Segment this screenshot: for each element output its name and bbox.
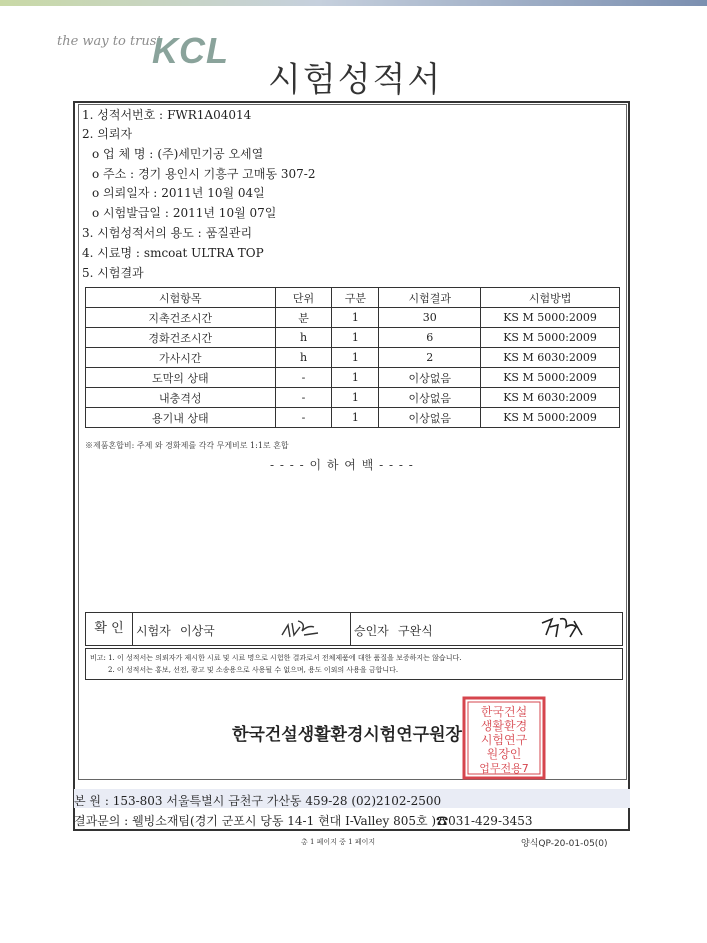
seal-text-5: 업무전용7 — [479, 762, 529, 775]
cell-division: 1 — [332, 328, 379, 348]
col-header-division: 구분 — [332, 288, 379, 308]
issue-date: 2011년 10월 07일 — [172, 206, 277, 220]
cell-result: 6 — [379, 328, 481, 348]
cell-result: 30 — [379, 308, 481, 328]
table-row — [86, 308, 620, 328]
request-date-line — [92, 184, 265, 201]
purpose-line — [82, 224, 252, 241]
cell-method: KS M 6030:2009 — [481, 348, 620, 368]
cell-test-item: 가사시간 — [86, 348, 276, 368]
seal-text-3: 시험연구 — [480, 733, 528, 747]
table-row — [86, 368, 620, 388]
tester-name: 이상국 — [180, 624, 215, 638]
cell-result: 2 — [379, 348, 481, 368]
organization-name: 한국건설생활환경시험연구원장 — [232, 725, 462, 745]
cell-unit: - — [275, 368, 332, 388]
company-line — [92, 145, 263, 162]
table-row — [86, 408, 620, 428]
purpose-label: 3. 시험성적서의 용도 : — [82, 226, 202, 240]
mix-ratio-note: ※제품혼합비: 주제 와 경화제를 각각 무게비로 1:1로 혼합 — [85, 441, 289, 450]
table-row — [86, 348, 620, 368]
issue-date-line — [92, 204, 276, 221]
cell-test-item: 도막의 상태 — [86, 368, 276, 388]
cell-unit: h — [275, 328, 332, 348]
address-value: 경기 용인시 기흥구 고매동 307-2 — [138, 167, 316, 181]
cell-division: 1 — [332, 308, 379, 328]
request-date: 2011년 10월 04일 — [161, 186, 265, 200]
cell-unit: - — [275, 408, 332, 428]
inquiry-line — [74, 812, 533, 829]
seal-text-1: 한국건설 — [480, 705, 528, 719]
tester-label: 시험자 — [136, 624, 171, 638]
report-number-line — [82, 106, 251, 123]
cell-division: 1 — [332, 388, 379, 408]
client-heading: 2. 의뢰자 — [82, 127, 133, 141]
results-heading: 5. 시험결과 — [82, 266, 144, 280]
seal-text-4: 원장인 — [486, 747, 522, 761]
approver-name: 구완식 — [398, 624, 433, 638]
request-date-label: o 의뢰일자 : — [92, 186, 158, 200]
kcl-logo: KCL — [152, 30, 229, 71]
report-number-label: 1. 성적서번호 : — [82, 108, 164, 122]
cell-method: KS M 5000:2009 — [481, 328, 620, 348]
main-office-label: 본 원 : — [74, 794, 109, 808]
cell-unit: h — [275, 348, 332, 368]
col-header-test-item: 시험항목 — [86, 288, 276, 308]
tagline: the way to trust — [57, 34, 162, 49]
document-title: 시험성적서 — [268, 60, 443, 100]
col-header-method: 시험방법 — [481, 288, 620, 308]
table-row — [86, 388, 620, 408]
confirm-label: 확 인 — [86, 613, 133, 645]
remark-line-1: 비고: 1. 이 성적서는 의뢰자가 제시한 시료 및 시료 명으로 시험한 결과로서 전체제품에 대한 품질을 보증하지는 않습니다. — [90, 654, 462, 662]
sample-name: smcoat ULTRA TOP — [143, 246, 264, 260]
company-name: (주)세민기공 오세열 — [157, 147, 264, 161]
remark-line-2: 2. 이 성적서는 홍보, 선전, 광고 및 소송용으로 사용될 수 없으며, 용도 이외의 사용을 금합니다. — [108, 666, 399, 674]
inquiry-address: 웰빙소재팀(경기 군포시 당동 14-1 현대 I-Valley 805호 ) — [132, 814, 437, 828]
results-table — [85, 287, 620, 428]
cell-result: 이상없음 — [379, 388, 481, 408]
cell-test-item: 내충격성 — [86, 388, 276, 408]
cell-unit: 분 — [275, 308, 332, 328]
address-label: o 주소 : — [92, 167, 135, 181]
approver-cell — [350, 613, 622, 645]
sample-label: 4. 시료명 : — [82, 246, 140, 260]
tester-signature-icon — [280, 617, 322, 641]
cell-method: KS M 5000:2009 — [481, 308, 620, 328]
signature-table — [85, 612, 623, 646]
cell-division: 1 — [332, 368, 379, 388]
tester-cell — [132, 613, 351, 645]
blank-below-mark: - - - - 이 하 여 백 - - - - — [270, 458, 414, 472]
cell-result: 이상없음 — [379, 408, 481, 428]
cell-method: KS M 5000:2009 — [481, 368, 620, 388]
cell-result: 이상없음 — [379, 368, 481, 388]
cell-test-item: 경화건조시간 — [86, 328, 276, 348]
cell-unit: - — [275, 388, 332, 408]
cell-division: 1 — [332, 348, 379, 368]
cell-test-item: 지촉건조시간 — [86, 308, 276, 328]
seal-text-2: 생활환경 — [480, 719, 528, 733]
cell-test-item: 용기내 상태 — [86, 408, 276, 428]
approver-label: 승인자 — [354, 624, 389, 638]
inquiry-phone: ☎031-429-3453 — [436, 814, 533, 828]
purpose-value: 품질관리 — [205, 226, 253, 240]
cell-division: 1 — [332, 408, 379, 428]
issue-date-label: o 시험발급일 : — [92, 206, 169, 220]
official-seal-icon — [462, 696, 546, 780]
approver-signature-icon — [538, 613, 586, 643]
col-header-result: 시험결과 — [379, 288, 481, 308]
main-office-line — [74, 792, 441, 809]
form-number: 양식QP-20-01-05(0) — [521, 839, 608, 849]
sample-line — [82, 244, 264, 261]
page-info: 총 1 페이지 중 1 페이지 — [301, 838, 376, 846]
col-header-unit: 단위 — [275, 288, 332, 308]
report-number: FWR1A04014 — [167, 108, 252, 122]
results-table-header — [86, 288, 620, 308]
inquiry-label: 결과문의 : — [74, 814, 129, 828]
remarks-box — [85, 648, 623, 680]
cell-method: KS M 6030:2009 — [481, 388, 620, 408]
table-row — [86, 328, 620, 348]
top-color-bar — [0, 0, 707, 6]
company-label: o 업 체 명 : — [92, 147, 154, 161]
address-line — [92, 165, 315, 182]
cell-method: KS M 5000:2009 — [481, 408, 620, 428]
main-office-address: 153-803 서울특별시 금천구 가산동 459-28 (02)2102-2500 — [112, 794, 442, 808]
